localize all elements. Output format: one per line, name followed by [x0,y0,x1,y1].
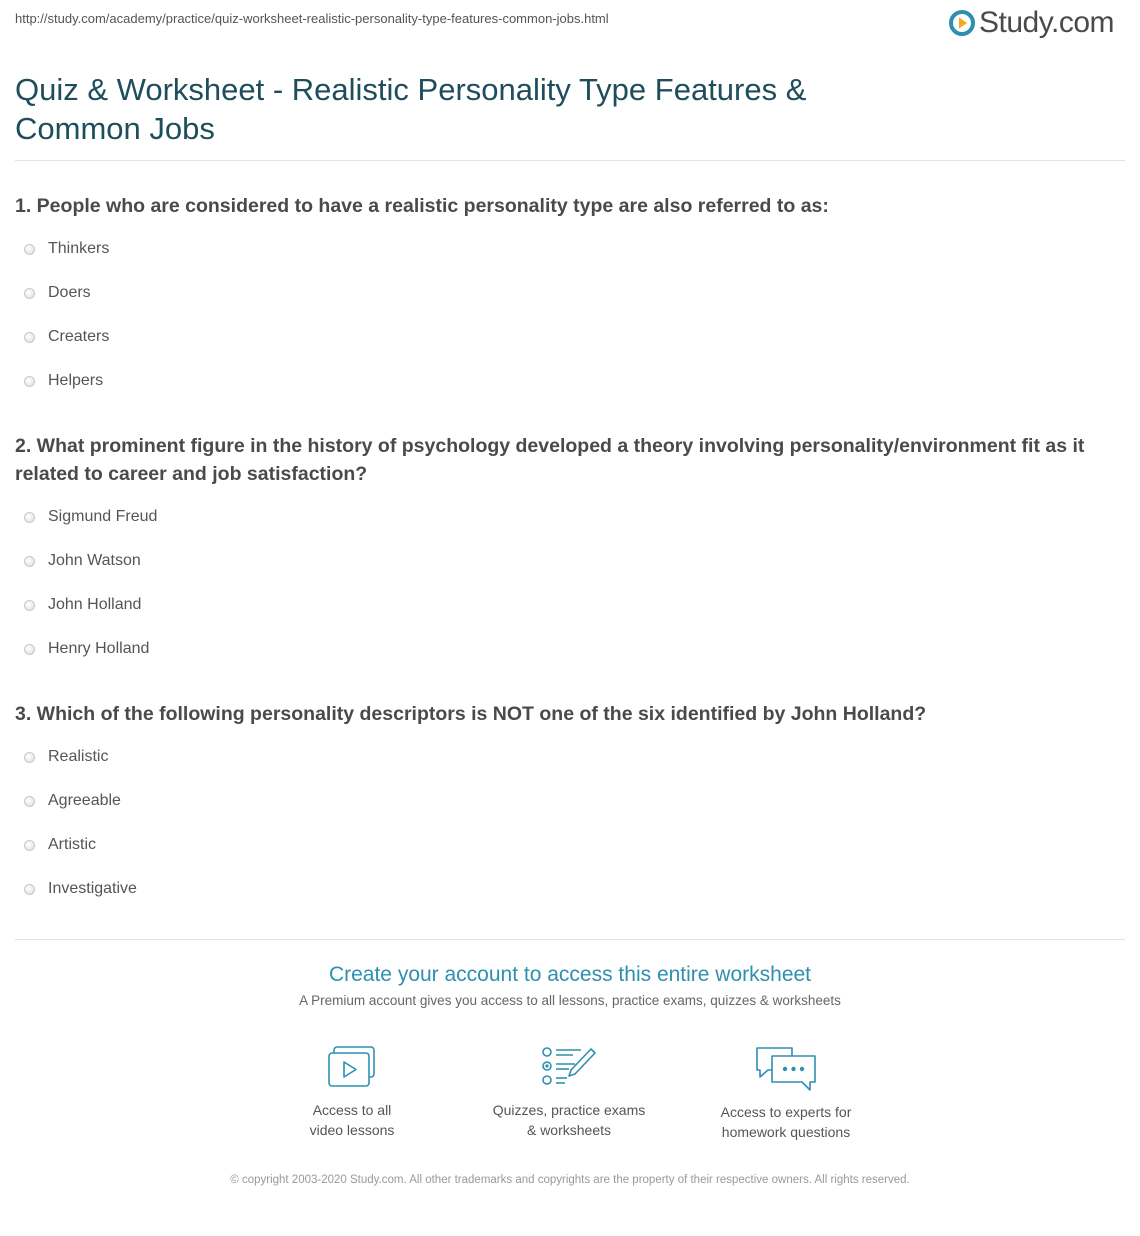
premium-cta [0,962,1140,1008]
feature-line: & worksheets [526,1122,612,1138]
feature-line: video lessons [309,1122,395,1138]
feature-line: Access to all [312,1102,392,1118]
radio-button[interactable] [24,752,35,763]
answer-label: Sigmund Freud [48,508,158,525]
answer-option[interactable] [24,823,137,867]
cta-divider [15,939,1125,940]
answer-option[interactable] [24,735,137,779]
feature-video-lessons [252,1044,452,1140]
radio-button[interactable] [24,288,35,299]
quiz-checklist-icon [541,1044,597,1090]
title-divider [15,160,1125,161]
study-logo[interactable] [949,6,1114,40]
answer-option[interactable] [24,779,137,823]
answer-label: Thinkers [48,240,110,257]
play-icon [949,10,975,36]
answer-option[interactable] [24,271,109,315]
answer-option[interactable] [24,627,157,671]
answer-label: Henry Holland [48,640,150,657]
copyright-notice: © copyright 2003-2020 Study.com. All other trademarks and copyrights are the property of their respective owners. All rights reserved. [230,1174,910,1186]
cta-title-link[interactable]: Create your account to access this entire worksheet [328,963,812,986]
answer-label: Investigative [48,880,137,897]
answer-label: Realistic [48,748,109,765]
page-title: Quiz & Worksheet - Realistic Personality Type Features & Common Jobs [15,72,807,146]
question-1-options [24,227,109,403]
radio-button[interactable] [24,644,35,655]
question-2: 2. What prominent figure in the history of psychology developed a theory involving personality/environment fit as it related to career and job satisfaction? [15,435,1085,485]
answer-option[interactable] [24,583,157,627]
feature-line: Access to experts for [720,1104,852,1120]
radio-button[interactable] [24,332,35,343]
feature-experts [686,1044,886,1142]
answer-option[interactable] [24,227,109,271]
answer-label: John Holland [48,596,142,613]
radio-button[interactable] [24,840,35,851]
feature-quizzes [469,1044,669,1140]
radio-button[interactable] [24,376,35,387]
radio-button[interactable] [24,512,35,523]
answer-label: Helpers [48,372,104,389]
radio-button[interactable] [24,556,35,567]
radio-button[interactable] [24,600,35,611]
logo-text: Study.com [979,6,1114,39]
question-2-options [24,495,157,671]
radio-button[interactable] [24,244,35,255]
answer-label: Artistic [48,836,96,853]
feature-line: Quizzes, practice exams [492,1102,646,1118]
answer-label: John Watson [48,552,141,569]
video-lessons-icon [326,1044,378,1090]
question-3: 3. Which of the following personality descriptors is NOT one of the six identified by John Holland? [15,703,927,725]
question-3-options [24,735,137,911]
answer-option[interactable] [24,495,157,539]
answer-option[interactable] [24,867,137,911]
radio-button[interactable] [24,796,35,807]
radio-button[interactable] [24,884,35,895]
answer-label: Doers [48,284,91,301]
page-url: http://study.com/academy/practice/quiz-worksheet-realistic-personality-type-features-common-jobs.html [15,11,609,26]
answer-label: Creaters [48,328,110,345]
chat-bubbles-icon [754,1044,818,1092]
cta-subtitle: A Premium account gives you access to all lessons, practice exams, quizzes & worksheets [299,993,841,1008]
question-1: 1. People who are considered to have a realistic personality type are also referred to as: [15,195,829,217]
answer-option[interactable] [24,359,109,403]
feature-line: homework questions [721,1124,851,1140]
answer-option[interactable] [24,315,109,359]
answer-option[interactable] [24,539,157,583]
answer-label: Agreeable [48,792,121,809]
